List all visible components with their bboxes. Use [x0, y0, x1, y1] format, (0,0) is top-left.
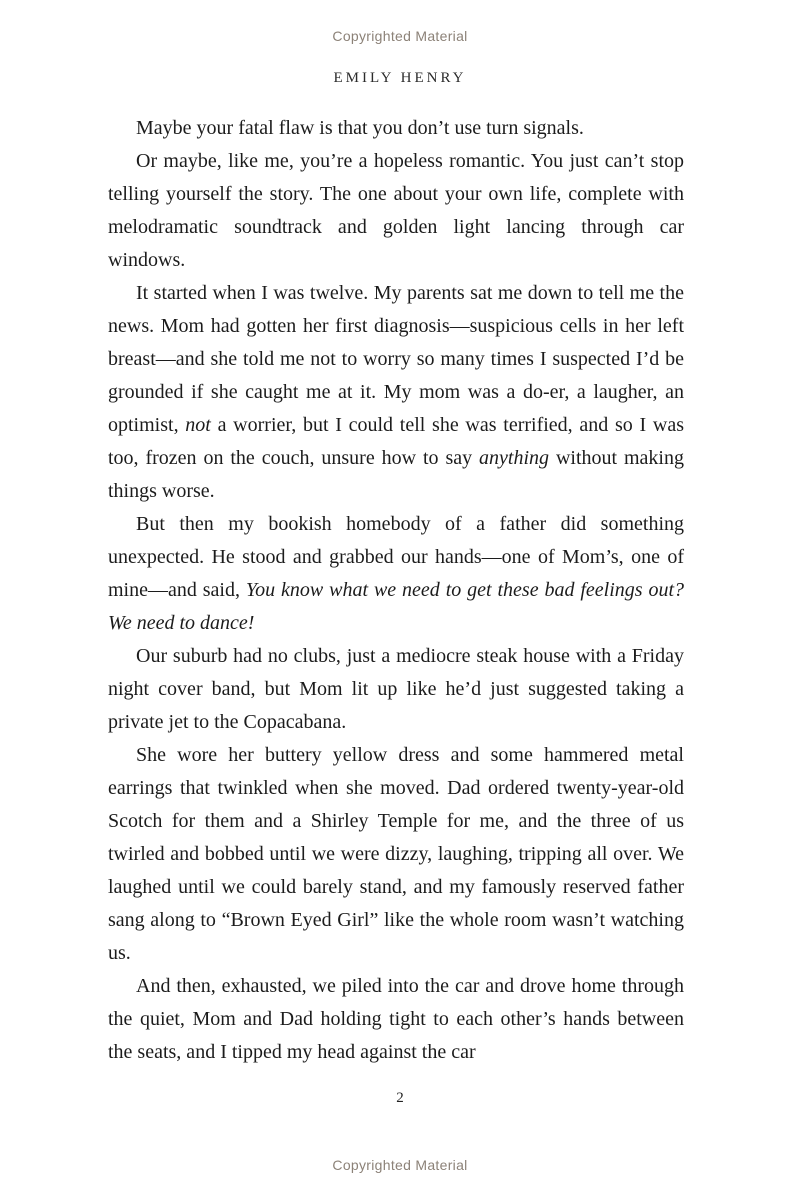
text-run: She wore her buttery yellow dress and some hammered metal earrings that twinkled when she moved. Dad ordered twenty-year-old Scotch for them and a Shirley Temple for me, and the three of us twirled and bobbed until we were dizzy, laughing, tripping all over. We laughed until we could barely stand, and my famously reserved father sang along to “Brown Eyed Girl” like the whole room wasn’t watching us. [108, 744, 684, 964]
italic-run: You know what we need to get these bad feelings out? We need to dance! [108, 579, 684, 634]
text-run: Maybe your fatal flaw is that you don’t use turn signals. [136, 117, 584, 139]
paragraph [108, 277, 684, 508]
paragraph [108, 145, 684, 277]
paragraph [108, 640, 684, 739]
text-run: Or maybe, like me, you’re a hopeless romantic. You just can’t stop telling yourself the story. The one about your own life, complete with melodramatic soundtrack and golden light lancing through car windows. [108, 150, 684, 271]
text-run: It started when I was twelve. My parents sat me down to tell me the news. Mom had gotten her first diagnosis—suspicious cells in her left breast—and she told me not to worry so many times I suspected I’d be grounded if she caught me at it. My mom was a do-er, a laugher, an optimist, [108, 282, 684, 436]
text-run: Our suburb had no clubs, just a mediocre steak house with a Friday night cover band, but Mom lit up like he’d just suggested taking a private jet to the Copacabana. [108, 645, 684, 733]
paragraph [108, 508, 684, 640]
body-text [108, 112, 684, 1069]
italic-run: anything [479, 447, 550, 469]
paragraph [108, 739, 684, 970]
text-run: a worrier, but I could tell she was terrified, and so I was too, frozen on the couch, unsure how to say [108, 414, 684, 469]
running-header-author: EMILY HENRY [333, 70, 467, 86]
paragraph [108, 970, 684, 1069]
paragraph [108, 112, 684, 145]
text-run: And then, exhausted, we piled into the car and drove home through the quiet, Mom and Dad holding tight to each other’s hands between the seats, and I tipped my head against the car [108, 975, 684, 1063]
copyright-notice-bottom: Copyrighted Material [332, 1157, 468, 1173]
page-number: 2 [396, 1090, 404, 1106]
text-run: But then my bookish homebody of a father did something unexpected. He stood and grabbed our hands—one of Mom’s, one of mine—and said, [108, 513, 684, 601]
text-run: without making things worse. [108, 447, 684, 502]
italic-run: not [185, 414, 211, 436]
copyright-notice-top: Copyrighted Material [332, 28, 468, 44]
